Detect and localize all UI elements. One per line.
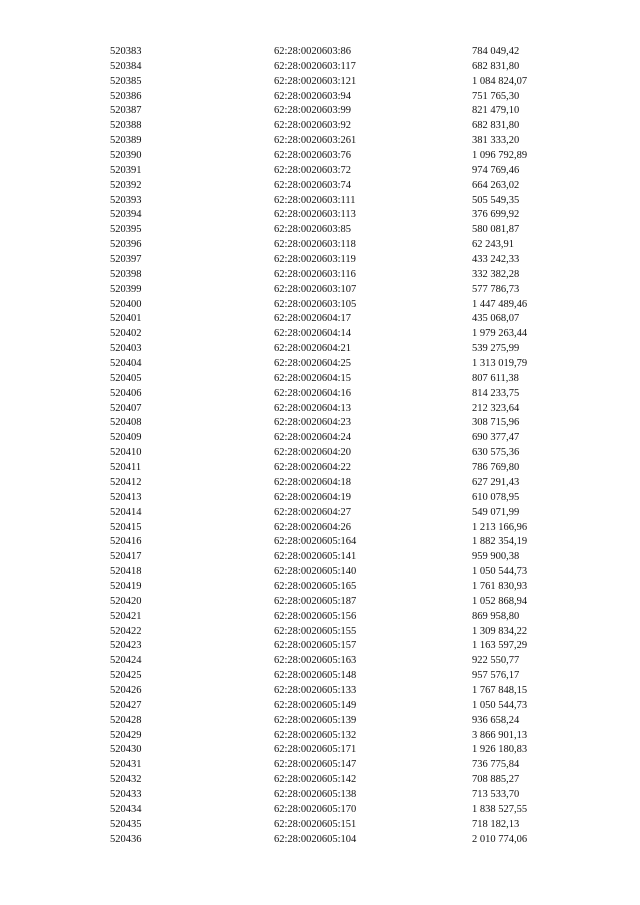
table-row xyxy=(110,535,590,550)
cadastral-value-cell: 664 263,02 xyxy=(472,179,520,191)
row-number-cell: 520405 xyxy=(110,372,142,384)
cadastral-value-cell: 1 882 354,19 xyxy=(472,536,528,548)
cadastral-number-cell: 62:28:0020603:116 xyxy=(274,268,356,280)
cadastral-value-cell: 936 658,24 xyxy=(472,714,520,726)
cadastral-value-cell: 682 831,80 xyxy=(472,120,520,132)
cadastral-value-cell: 1 084 824,07 xyxy=(472,75,528,87)
cadastral-number-cell: 62:28:0020603:113 xyxy=(274,209,356,221)
row-number-cell: 520391 xyxy=(110,164,142,176)
cadastral-value-cell: 807 611,38 xyxy=(472,372,519,384)
row-number-cell: 520388 xyxy=(110,120,142,132)
table-row xyxy=(110,431,590,446)
cadastral-value-cell: 433 242,33 xyxy=(472,254,520,266)
cadastral-number-cell: 62:28:0020604:14 xyxy=(274,328,352,340)
cadastral-number-cell: 62:28:0020605:133 xyxy=(274,684,357,696)
row-number-cell: 520400 xyxy=(110,298,142,310)
table-row xyxy=(110,550,590,565)
cadastral-value-table xyxy=(110,45,590,847)
cadastral-value-cell: 1 213 166,96 xyxy=(472,521,528,533)
row-number-cell: 520385 xyxy=(110,75,142,87)
cadastral-number-cell: 62:28:0020605:148 xyxy=(274,670,357,682)
cadastral-value-cell: 308 715,96 xyxy=(472,417,520,429)
cadastral-value-cell: 1 050 544,73 xyxy=(472,566,528,578)
cadastral-value-cell: 212 323,64 xyxy=(472,402,520,414)
table-row xyxy=(110,134,590,149)
row-number-cell: 520404 xyxy=(110,358,142,370)
cadastral-value-cell: 751 765,30 xyxy=(472,90,520,102)
table-row xyxy=(110,446,590,461)
cadastral-number-cell: 62:28:0020604:27 xyxy=(274,506,352,518)
cadastral-value-cell: 814 233,75 xyxy=(472,387,520,399)
row-number-cell: 520386 xyxy=(110,90,142,102)
row-number-cell: 520395 xyxy=(110,224,142,236)
cadastral-value-cell: 580 081,87 xyxy=(472,224,520,236)
cadastral-number-cell: 62:28:0020603:111 xyxy=(274,194,356,206)
cadastral-number-cell: 62:28:0020604:25 xyxy=(274,358,352,370)
row-number-cell: 520387 xyxy=(110,105,142,117)
row-number-cell: 520398 xyxy=(110,268,142,280)
cadastral-value-cell: 959 900,38 xyxy=(472,551,520,563)
row-number-cell: 520390 xyxy=(110,150,142,162)
row-number-cell: 520418 xyxy=(110,566,142,578)
cadastral-value-cell: 784 049,42 xyxy=(472,46,520,57)
table-row xyxy=(110,506,590,521)
cadastral-number-cell: 62:28:0020603:118 xyxy=(274,239,356,251)
row-number-cell: 520421 xyxy=(110,610,142,622)
cadastral-number-cell: 62:28:0020605:187 xyxy=(274,595,357,607)
table-row xyxy=(110,179,590,194)
row-number-cell: 520414 xyxy=(110,506,142,518)
cadastral-value-cell: 549 071,99 xyxy=(472,506,520,518)
table-row xyxy=(110,669,590,684)
row-number-cell: 520384 xyxy=(110,60,142,72)
table-row xyxy=(110,149,590,164)
row-number-cell: 520413 xyxy=(110,491,142,503)
table-row xyxy=(110,357,590,372)
cadastral-number-cell: 62:28:0020605:151 xyxy=(274,818,357,830)
cadastral-number-cell: 62:28:0020604:19 xyxy=(274,491,352,503)
cadastral-value-cell: 3 866 901,13 xyxy=(472,729,528,741)
table-row xyxy=(110,238,590,253)
row-number-cell: 520389 xyxy=(110,135,142,147)
cadastral-number-cell: 62:28:0020605:139 xyxy=(274,714,357,726)
cadastral-number-cell: 62:28:0020604:15 xyxy=(274,372,352,384)
row-number-cell: 520412 xyxy=(110,476,142,488)
row-number-cell: 520397 xyxy=(110,254,142,266)
cadastral-value-cell: 62 243,91 xyxy=(472,239,514,251)
row-number-cell: 520410 xyxy=(110,447,142,459)
row-number-cell: 520396 xyxy=(110,239,142,251)
cadastral-value-cell: 1 838 527,55 xyxy=(472,803,528,815)
row-number-cell: 520432 xyxy=(110,774,142,786)
cadastral-value-cell: 957 576,17 xyxy=(472,670,520,682)
row-number-cell: 520425 xyxy=(110,670,142,682)
cadastral-number-cell: 62:28:0020604:17 xyxy=(274,313,352,325)
table-row xyxy=(110,639,590,654)
cadastral-number-cell: 62:28:0020604:20 xyxy=(274,447,352,459)
table-row xyxy=(110,521,590,536)
table-row xyxy=(110,75,590,90)
table-row xyxy=(110,402,590,417)
row-number-cell: 520409 xyxy=(110,432,142,444)
table-row xyxy=(110,580,590,595)
cadastral-value-cell: 1 926 180,83 xyxy=(472,744,528,756)
table-row xyxy=(110,119,590,134)
table-row xyxy=(110,729,590,744)
cadastral-value-cell: 577 786,73 xyxy=(472,283,520,295)
table-row xyxy=(110,208,590,223)
row-number-cell: 520436 xyxy=(110,833,142,845)
cadastral-number-cell: 62:28:0020605:164 xyxy=(274,536,357,548)
cadastral-value-cell: 1 767 848,15 xyxy=(472,684,528,696)
table-row xyxy=(110,164,590,179)
table-row xyxy=(110,253,590,268)
table-row xyxy=(110,833,590,848)
cadastral-number-cell: 62:28:0020605:147 xyxy=(274,759,357,771)
cadastral-number-cell: 62:28:0020604:21 xyxy=(274,343,352,355)
cadastral-number-cell: 62:28:0020605:132 xyxy=(274,729,357,741)
table-row xyxy=(110,818,590,833)
cadastral-number-cell: 62:28:0020604:23 xyxy=(274,417,352,429)
cadastral-number-cell: 62:28:0020605:156 xyxy=(274,610,357,622)
table-row xyxy=(110,758,590,773)
cadastral-value-cell: 869 958,80 xyxy=(472,610,520,622)
cadastral-value-cell: 1 096 792,89 xyxy=(472,150,528,162)
cadastral-value-cell: 1 313 019,79 xyxy=(472,358,528,370)
table-row xyxy=(110,283,590,298)
table-row xyxy=(110,327,590,342)
cadastral-value-cell: 708 885,27 xyxy=(472,774,520,786)
cadastral-number-cell: 62:28:0020605:165 xyxy=(274,580,357,592)
cadastral-number-cell: 62:28:0020605:155 xyxy=(274,625,357,637)
cadastral-value-cell: 922 550,77 xyxy=(472,655,520,667)
cadastral-number-cell: 62:28:0020605:140 xyxy=(274,566,357,578)
cadastral-number-cell: 62:28:0020605:149 xyxy=(274,699,357,711)
cadastral-number-cell: 62:28:0020603:105 xyxy=(274,298,357,310)
cadastral-number-cell: 62:28:0020605:170 xyxy=(274,803,357,815)
table-row xyxy=(110,610,590,625)
table-row xyxy=(110,223,590,238)
cadastral-value-cell: 1 050 544,73 xyxy=(472,699,528,711)
table-row xyxy=(110,312,590,327)
cadastral-number-cell: 62:28:0020603:107 xyxy=(274,283,357,295)
cadastral-value-cell: 627 291,43 xyxy=(472,476,520,488)
table-row xyxy=(110,714,590,729)
cadastral-value-cell: 821 479,10 xyxy=(472,105,520,117)
row-number-cell: 520393 xyxy=(110,194,142,206)
cadastral-value-cell: 682 831,80 xyxy=(472,60,520,72)
row-number-cell: 520427 xyxy=(110,699,142,711)
cadastral-value-cell: 2 010 774,06 xyxy=(472,833,528,845)
cadastral-number-cell: 62:28:0020604:26 xyxy=(274,521,352,533)
cadastral-value-cell: 1 979 263,44 xyxy=(472,328,528,340)
cadastral-number-cell: 62:28:0020603:261 xyxy=(274,135,357,147)
cadastral-value-cell: 381 333,20 xyxy=(472,135,520,147)
table-row xyxy=(110,60,590,75)
row-number-cell: 520417 xyxy=(110,551,142,563)
row-number-cell: 520407 xyxy=(110,402,142,414)
cadastral-number-cell: 62:28:0020603:94 xyxy=(274,90,352,102)
table-row xyxy=(110,491,590,506)
cadastral-number-cell: 62:28:0020603:117 xyxy=(274,60,356,72)
table-row xyxy=(110,565,590,580)
row-number-cell: 520422 xyxy=(110,625,142,637)
table-row xyxy=(110,194,590,209)
cadastral-number-cell: 62:28:0020604:18 xyxy=(274,476,352,488)
row-number-cell: 520403 xyxy=(110,343,142,355)
row-number-cell: 520401 xyxy=(110,313,142,325)
cadastral-value-cell: 539 275,99 xyxy=(472,343,520,355)
cadastral-number-cell: 62:28:0020605:163 xyxy=(274,655,357,667)
cadastral-value-cell: 1 309 834,22 xyxy=(472,625,528,637)
cadastral-value-cell: 505 549,35 xyxy=(472,194,520,206)
cadastral-number-cell: 62:28:0020603:85 xyxy=(274,224,352,236)
table-row xyxy=(110,461,590,476)
row-number-cell: 520394 xyxy=(110,209,142,221)
cadastral-value-cell: 435 068,07 xyxy=(472,313,520,325)
table-row xyxy=(110,476,590,491)
table-row xyxy=(110,298,590,313)
cadastral-number-cell: 62:28:0020605:104 xyxy=(274,833,357,845)
cadastral-number-cell: 62:28:0020604:13 xyxy=(274,402,352,414)
cadastral-value-cell: 1 447 489,46 xyxy=(472,298,528,310)
row-number-cell: 520431 xyxy=(110,759,142,771)
cadastral-value-cell: 974 769,46 xyxy=(472,164,520,176)
row-number-cell: 520399 xyxy=(110,283,142,295)
table-row xyxy=(110,595,590,610)
cadastral-number-cell: 62:28:0020605:141 xyxy=(274,551,357,563)
cadastral-number-cell: 62:28:0020603:86 xyxy=(274,46,352,57)
table-row xyxy=(110,342,590,357)
row-number-cell: 520419 xyxy=(110,580,142,592)
cadastral-value-cell: 610 078,95 xyxy=(472,491,520,503)
row-number-cell: 520428 xyxy=(110,714,142,726)
cadastral-number-cell: 62:28:0020603:74 xyxy=(274,179,352,191)
table-row xyxy=(110,788,590,803)
cadastral-number-cell: 62:28:0020605:138 xyxy=(274,788,357,800)
cadastral-value-cell: 786 769,80 xyxy=(472,462,520,474)
table-row xyxy=(110,387,590,402)
cadastral-number-cell: 62:28:0020605:142 xyxy=(274,774,357,786)
row-number-cell: 520435 xyxy=(110,818,142,830)
cadastral-number-cell: 62:28:0020604:24 xyxy=(274,432,352,444)
row-number-cell: 520426 xyxy=(110,684,142,696)
table-row xyxy=(110,268,590,283)
table-row xyxy=(110,773,590,788)
row-number-cell: 520383 xyxy=(110,46,142,57)
table-row xyxy=(110,90,590,105)
table-row xyxy=(110,743,590,758)
cadastral-value-cell: 713 533,70 xyxy=(472,788,520,800)
cadastral-number-cell: 62:28:0020605:157 xyxy=(274,640,357,652)
row-number-cell: 520408 xyxy=(110,417,142,429)
cadastral-number-cell: 62:28:0020603:119 xyxy=(274,254,356,266)
row-number-cell: 520402 xyxy=(110,328,142,340)
row-number-cell: 520424 xyxy=(110,655,142,667)
row-number-cell: 520411 xyxy=(110,462,142,474)
table-row xyxy=(110,699,590,714)
cadastral-value-cell: 332 382,28 xyxy=(472,268,520,280)
cadastral-value-cell: 718 182,13 xyxy=(472,818,520,830)
table-row xyxy=(110,625,590,640)
cadastral-value-cell: 630 575,36 xyxy=(472,447,520,459)
cadastral-value-cell: 376 699,92 xyxy=(472,209,520,221)
row-number-cell: 520416 xyxy=(110,536,142,548)
cadastral-value-cell: 1 163 597,29 xyxy=(472,640,528,652)
cadastral-number-cell: 62:28:0020605:171 xyxy=(274,744,357,756)
row-number-cell: 520415 xyxy=(110,521,142,533)
cadastral-value-cell: 1 761 830,93 xyxy=(472,580,528,592)
row-number-cell: 520392 xyxy=(110,179,142,191)
table-row xyxy=(110,45,590,60)
row-number-cell: 520433 xyxy=(110,788,142,800)
row-number-cell: 520423 xyxy=(110,640,142,652)
cadastral-number-cell: 62:28:0020603:72 xyxy=(274,164,352,176)
table-row xyxy=(110,803,590,818)
cadastral-value-cell: 736 775,84 xyxy=(472,759,520,771)
table-row xyxy=(110,684,590,699)
cadastral-value-cell: 690 377,47 xyxy=(472,432,520,444)
table-row xyxy=(110,654,590,669)
table-row xyxy=(110,416,590,431)
row-number-cell: 520430 xyxy=(110,744,142,756)
row-number-cell: 520406 xyxy=(110,387,142,399)
cadastral-number-cell: 62:28:0020603:121 xyxy=(274,75,357,87)
cadastral-number-cell: 62:28:0020603:99 xyxy=(274,105,352,117)
cadastral-value-cell: 1 052 868,94 xyxy=(472,595,528,607)
row-number-cell: 520429 xyxy=(110,729,142,741)
cadastral-number-cell: 62:28:0020604:16 xyxy=(274,387,352,399)
cadastral-number-cell: 62:28:0020603:92 xyxy=(274,120,352,132)
table-row xyxy=(110,104,590,119)
row-number-cell: 520420 xyxy=(110,595,142,607)
row-number-cell: 520434 xyxy=(110,803,142,815)
cadastral-number-cell: 62:28:0020604:22 xyxy=(274,462,352,474)
cadastral-number-cell: 62:28:0020603:76 xyxy=(274,150,352,162)
table-row xyxy=(110,372,590,387)
